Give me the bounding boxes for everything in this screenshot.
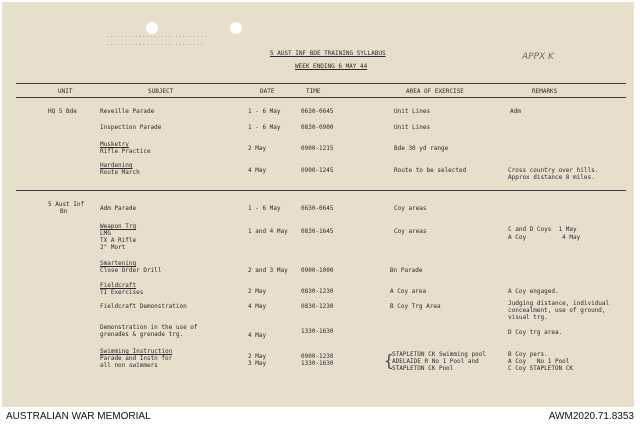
footer-accession-number: AWM2020.71.8353 [548,411,634,422]
bracket-mark: { [384,351,394,370]
subject-cell: grenades & grenade trg. [100,331,184,338]
remarks-cell: A Coy engaged. [508,288,559,295]
column-header-subject: SUBJECT [148,88,174,95]
date-cell: 1 and 4 May [248,228,288,235]
header-rule-bottom [16,97,626,98]
subject-cell: TI Exercises [100,289,144,296]
section-divider [16,190,626,191]
subject-cell: Adm Parade [100,205,137,212]
document-page [2,2,634,407]
subject-cell: Weapon Trg [100,223,137,230]
remarks-cell: D Coy trg area. [508,329,563,336]
area-cell: A Coy area [390,288,427,295]
subject-cell: Musketry [100,141,129,148]
area-cell: Coy areas [394,228,427,235]
subject-cell: Rifle Practice [100,148,151,155]
subject-cell: Parade and Instn for [100,355,173,362]
subject-cell: Swimming Instruction [100,348,173,355]
time-cell: 0830-1230 [301,288,334,295]
subject-cell: 2" Mort [100,244,126,251]
area-cell: Unit Lines [394,124,431,131]
remarks-cell: B Coy pers. [508,351,548,358]
subject-cell: Smartening [100,260,137,267]
time-cell: 0830-0900 [301,124,334,131]
subject-cell: Reveille Parade [100,108,155,115]
remarks-cell: A Coy 4 May [508,234,581,241]
document-title: 5 AUST INF BDE TRAINING SYLLABUS [270,50,386,57]
date-cell: 2 and 3 May [248,267,288,274]
time-cell: 0830-1230 [301,303,334,310]
time-cell: 0830-1645 [301,228,334,235]
subject-cell: Fieldcraft [100,282,137,289]
subject-cell: Close Order Drill [100,267,162,274]
area-cell: STAPLETON CK Pool [392,365,454,372]
subject-cell: Hardening [100,162,133,169]
time-cell: 0900-1230 [301,353,334,360]
area-cell: STAPLETON CK Swimming pool [392,351,486,358]
document-subtitle: WEEK ENDING 6 MAY 44 [295,63,368,70]
subject-cell: TX A Rifle [100,237,137,244]
time-cell: 0900-1245 [301,167,334,174]
column-header-unit: UNIT [58,88,73,95]
date-cell: 1 - 6 May [248,205,281,212]
time-cell: 0630-0645 [301,205,334,212]
time-cell: 0630-0645 [301,108,334,115]
unit-label: Bn [60,208,68,215]
remarks-cell: A Coy No 1 Pool [508,358,570,365]
date-cell: 2 May [248,353,267,360]
time-cell: 0900-1215 [301,145,334,152]
area-cell: Coy areas [394,205,427,212]
date-cell: 4 May [248,303,267,310]
unit-label: 5 Aust Inf [48,201,85,208]
area-cell: Bn Parade [390,267,423,274]
time-cell: 0900-1000 [301,267,334,274]
area-cell: Unit Lines [394,108,431,115]
date-cell: 2 May [248,145,267,152]
remarks-cell: Cross country over hills. [508,167,599,174]
date-cell: 3 May [248,360,267,367]
letterhead-line-1: ............................ [106,32,208,39]
remarks-cell: Adm [510,108,521,115]
subject-cell: Fieldcraft Demonstration [100,303,187,310]
date-cell: 4 May [248,332,267,339]
date-cell: 4 May [248,167,267,174]
unit-label: HQ 5 Bde [48,108,77,115]
date-cell: 1 - 6 May [248,124,281,131]
area-cell: Bde 30 yd range [394,145,449,152]
time-cell: 1330-1630 [301,328,334,335]
column-header-date: DATE [260,88,275,95]
area-cell: ADELAIDE R No 1 Pool and [392,358,479,365]
letterhead-line-2: ........................... [106,40,204,47]
footer-credit: AUSTRALIAN WAR MEMORIAL [6,411,151,422]
header-rule-top [16,83,626,84]
column-header-remarks: REMARKS [532,88,558,95]
subject-cell: Route March [100,169,140,176]
date-cell: 2 May [248,288,267,295]
subject-cell: Demonstration in the use of [100,324,198,331]
subject-cell: Inspection Parade [100,124,162,131]
remarks-cell: visual trg. [508,314,548,321]
time-cell: 1330-1630 [301,360,334,367]
remarks-cell: concealment, use of ground, [508,307,606,314]
area-cell: Route to be selected [394,167,467,174]
column-header-time: TIME [306,88,321,95]
subject-cell: all non swimmers [100,362,158,369]
column-header-area: AREA OF EXERCISE [406,88,464,95]
date-cell: 1 - 6 May [248,108,281,115]
subject-cell: LMG [100,230,111,237]
area-cell: B Coy Trg Area [390,303,441,310]
remarks-cell: Approx distance 8 miles. [508,174,595,181]
remarks-cell: C Coy STAPLETON CK [508,365,574,372]
remarks-cell: Judging distance, individual [508,300,610,307]
remarks-cell: C and D Coys 1 May [508,226,577,233]
punch-hole-right [230,22,242,34]
appendix-annotation: APPX K [522,52,554,62]
